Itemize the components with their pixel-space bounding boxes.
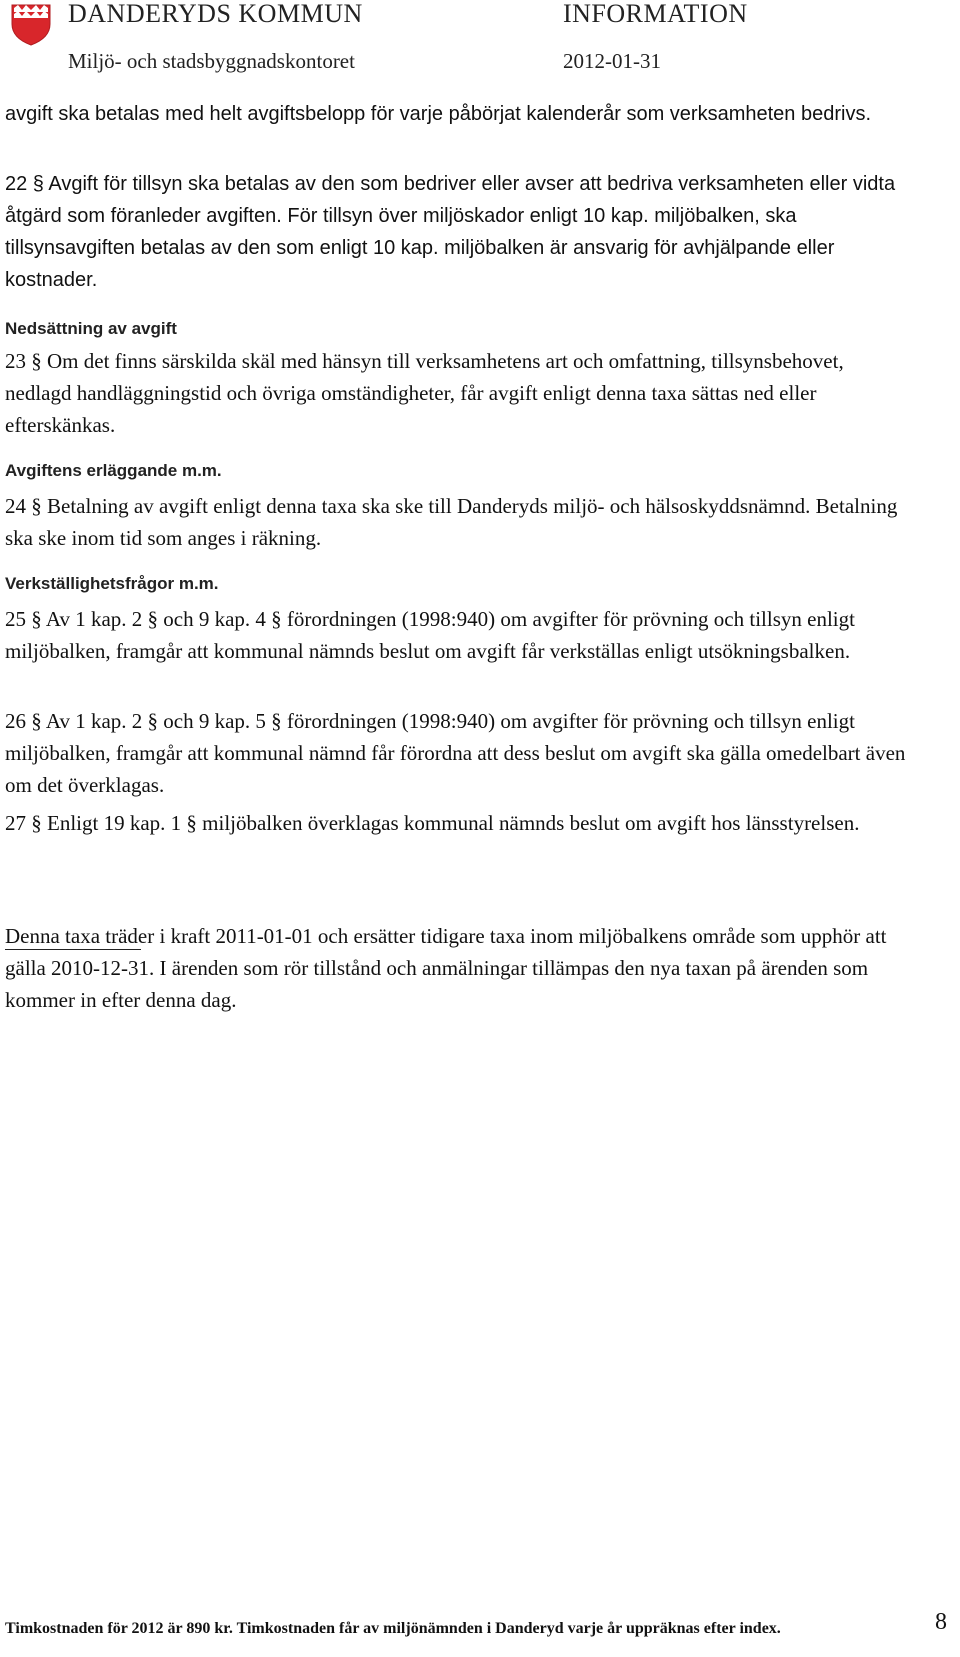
heading-verkstallighet: Verkställighetsfrågor m.m. bbox=[5, 574, 219, 593]
paragraph-25: 25 § Av 1 kap. 2 § och 9 kap. 4 § förordningen (1998:940) om avgifter för prövning och tillsyn enligt miljöbalken, framgår att kommunal nämnds beslut om avgift får verkställas enligt utsökningsbalken. bbox=[5, 607, 855, 663]
page-number: 8 bbox=[935, 1609, 947, 1635]
paragraph-intro: avgift ska betalas med helt avgiftsbelopp för varje påbörjat kalenderår som verksamheten bedrivs. bbox=[5, 103, 872, 125]
header-document-type: INFORMATION bbox=[563, 0, 748, 28]
heading-erlaggande: Avgiftens erläggande m.m. bbox=[5, 461, 222, 480]
danderyd-coat-of-arms-logo bbox=[10, 2, 52, 46]
paragraph-22: 22 § Avgift för tillsyn ska betalas av den som bedriver eller avser att bedriva verksamheten eller vidta åtgärd som föranleder avgiften. För tillsyn över miljöskador enligt 10 kap. miljöbalken, ska tillsynsavgiften betalas av den som enligt 10 kap. miljöbalken är ansvarig för avhjälpande eller kostnader. bbox=[5, 173, 896, 291]
header-organization: DANDERYDS KOMMUN bbox=[68, 0, 363, 28]
header-date: 2012-01-31 bbox=[563, 49, 661, 73]
paragraph-27: 27 § Enligt 19 kap. 1 § miljöbalken överklagas kommunal nämnds beslut om avgift hos länsstyrelsen. bbox=[5, 811, 860, 835]
header-department: Miljö- och stadsbyggnadskontoret bbox=[68, 49, 355, 73]
paragraph-ikraft: Denna taxa träder i kraft 2011-01-01 och ersätter tidigare taxa inom miljöbalkens område som upphör att gälla 2010-12-31. I ärenden som rör tillstånd och anmälningar tillämpas den nya taxan på ärenden som kommer in efter denna dag. bbox=[5, 924, 887, 1012]
footer-note: Timkostnaden för 2012 är 890 kr. Timkostnaden får av miljönämnden i Danderyd varje år uppräknas efter index. bbox=[5, 1620, 781, 1637]
heading-nedsattning: Nedsättning av avgift bbox=[5, 319, 177, 338]
paragraph-24: 24 § Betalning av avgift enligt denna taxa ska ske till Danderyds miljö- och hälsoskyddsnämnd. Betalning ska ske inom tid som anges i räkning. bbox=[5, 494, 898, 550]
paragraph-26: 26 § Av 1 kap. 2 § och 9 kap. 5 § förordningen (1998:940) om avgifter för prövning och tillsyn enligt miljöbalken, framgår att kommunal nämnd får förordna att dess beslut om avgift ska gälla omedelbart även om det överklagas. bbox=[5, 709, 906, 797]
paragraph-23: 23 § Om det finns särskilda skäl med hänsyn till verksamhetens art och omfattning, tillsynsbehovet, nedlagd handläggningstid och övriga omständigheter, får avgift enligt denna taxa sättas ned eller efterskänkas. bbox=[5, 349, 844, 437]
